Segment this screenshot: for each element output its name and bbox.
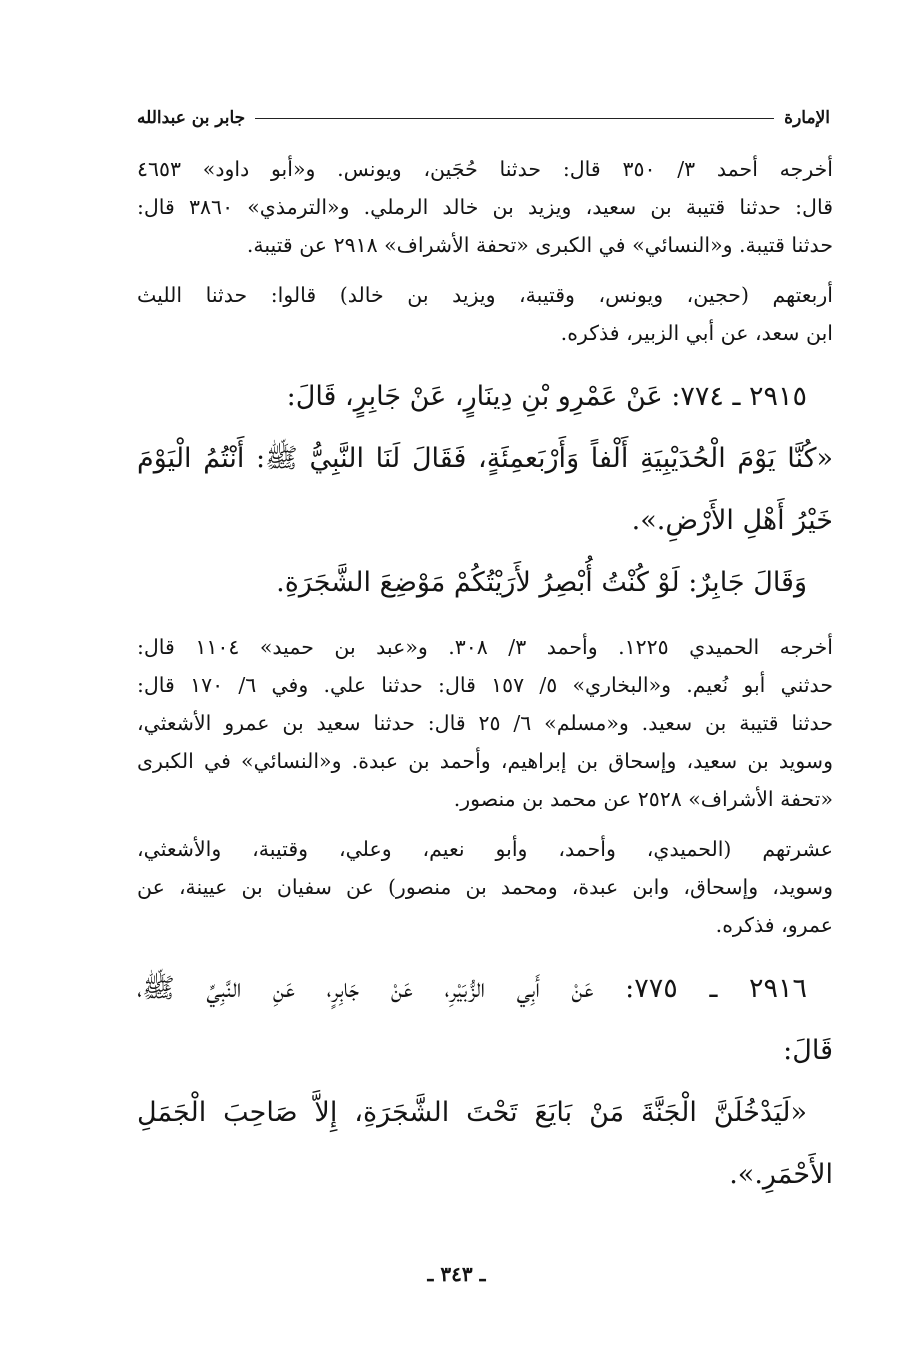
text-line: حدثنا قتيبة. و«النسائي» في الكبرى «تحفة الأشراف» ٢٩١٨ عن قتيبة. bbox=[246, 233, 833, 257]
takhrij-paragraph bbox=[137, 628, 833, 818]
text-line: وسويد بن سعيد، وإسحاق بن إبراهيم، وأحمد بن عبدة. و«النسائي» في الكبرى bbox=[137, 749, 833, 773]
text-line: قال: حدثنا قتيبة بن سعيد، ويزيد بن خالد الرملي. و«الترمذي» ٣٨٦٠ قال: bbox=[137, 195, 833, 219]
text-line: أخرجه أحمد ٣/ ٣٥٠ قال: حدثنا حُجَين، ويونس. و«أبو داود» ٤٦٥٣ bbox=[137, 157, 833, 181]
page-body bbox=[137, 150, 833, 1210]
running-head-rule bbox=[255, 118, 774, 119]
text-line: ابن سعد، عن أبي الزبير، فذكره. bbox=[560, 321, 833, 345]
narrators-note-paragraph bbox=[137, 830, 833, 944]
hadith-heading: ٢٩١٥ ـ ٧٧٤: عَنْ عَمْرِو بْنِ دِينَارٍ، عَنْ جَابِرٍ، قَالَ: bbox=[286, 381, 807, 412]
running-head bbox=[137, 103, 830, 133]
hadith-text-line: «لَيَدْخُلَنَّ الْجَنَّةَ مَنْ بَايَعَ تَحْتَ الشَّجَرَةِ، إِلاَّ صَاحِبَ الْجَمَلِ bbox=[137, 1097, 807, 1128]
hadith-2916 bbox=[137, 958, 833, 1206]
text-line: أربعتهم (حجين، ويونس، وقتيبة، ويزيد بن خالد) قالوا: حدثنا الليث bbox=[137, 283, 833, 307]
hadith-text-line: قَالَ: bbox=[783, 1035, 833, 1066]
text-line: وسويد، وإسحاق، وابن عبدة، ومحمد بن منصور) عن سفيان بن عيينة، عن bbox=[137, 875, 833, 899]
hadith-text-line: «كُنَّا يَوْمَ الْحُدَيْبِيَةِ أَلْفاً وَأَرْبَعمِئَةٍ، فَقَالَ لَنَا النَّبِيُّ ﷺ: أَنْتُمُ الْيَوْمَ bbox=[137, 443, 833, 474]
hadith-2915 bbox=[137, 366, 833, 614]
running-head-narrator: جابر بن عبدالله bbox=[137, 108, 246, 128]
text-line: عمرو، فذكره. bbox=[715, 913, 833, 937]
narrators-note-paragraph bbox=[137, 276, 833, 352]
text-line: حدثني أبو نُعيم. و«البخاري» ٥/ ١٥٧ قال: حدثنا علي. وفي ٦/ ١٧٠ قال: bbox=[137, 673, 833, 697]
hadith-text-line: الأَحْمَرِ.». bbox=[729, 1159, 833, 1190]
running-head-chapter-title: الإمارة bbox=[784, 108, 830, 128]
hadith-text-line: خَيْرُ أَهْلِ الأَرْضِ.». bbox=[631, 505, 833, 536]
text-line: أخرجه الحميدي ١٢٢٥. وأحمد ٣/ ٣٠٨. و«عبد بن حميد» ١١٠٤ قال: bbox=[137, 635, 833, 659]
takhrij-paragraph bbox=[137, 150, 833, 264]
text-line: عشرتهم (الحميدي، وأحمد، وأبو نعيم، وعلي، وقتيبة، والأشعثي، bbox=[137, 837, 833, 861]
text-line: «تحفة الأشراف» ٢٥٢٨ عن محمد بن منصور. bbox=[453, 787, 833, 811]
hadith-heading: ٢٩١٦ ـ ٧٧٥: عَنْ أَبِي الزُّبَيْرِ، عَنْ جَابِرٍ، عَنِ النَّبِيِّ ﷺ، bbox=[137, 973, 808, 1004]
text-line: حدثنا قتيبة بن سعيد. و«مسلم» ٦/ ٢٥ قال: حدثنا سعيد بن عمرو الأشعثي، bbox=[137, 711, 833, 735]
hadith-text-line: وَقَالَ جَابِرٌ: لَوْ كُنْتُ أُبْصِرُ لأَرَيْتُكُمْ مَوْضِعَ الشَّجَرَةِ. bbox=[276, 567, 807, 598]
page-number: ـ ٣٤٣ ـ bbox=[427, 1262, 486, 1286]
